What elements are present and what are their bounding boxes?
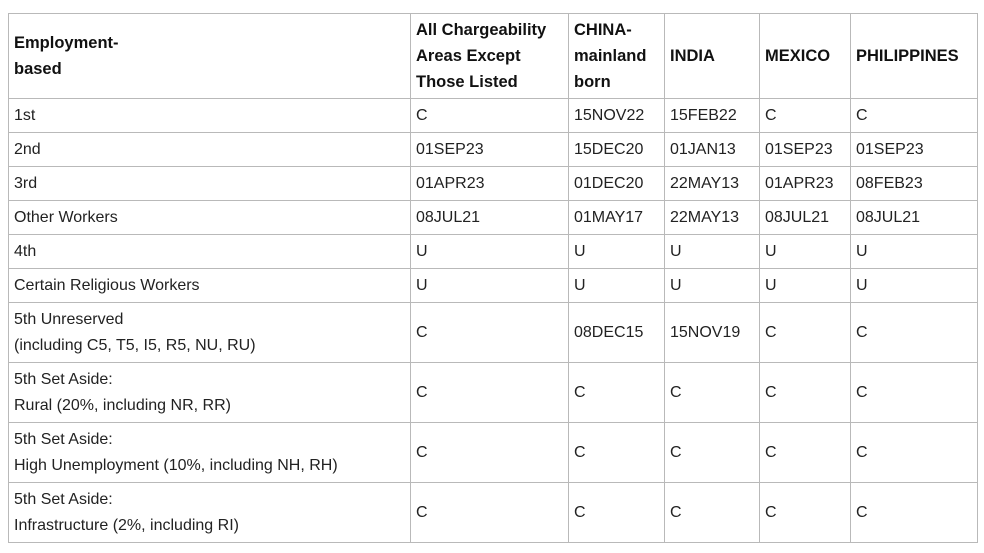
cell-china: C (569, 423, 665, 483)
table-row (9, 133, 978, 167)
cell-india: U (665, 269, 760, 303)
table-row (9, 483, 978, 543)
cell-philippines: C (851, 99, 978, 133)
table-row (9, 363, 978, 423)
cell-all-chargeability: C (411, 303, 569, 363)
table-row (9, 99, 978, 133)
cell-india: C (665, 423, 760, 483)
cell-mexico: C (760, 303, 851, 363)
header-china: CHINA- mainland born (569, 14, 665, 99)
cell-philippines: 01SEP23 (851, 133, 978, 167)
cell-china: U (569, 235, 665, 269)
row-label: 4th (9, 235, 411, 269)
cell-mexico: U (760, 235, 851, 269)
row-label: Certain Religious Workers (9, 269, 411, 303)
cell-philippines: C (851, 483, 978, 543)
row-label: 5th Set Aside: High Unemployment (10%, including NH, RH) (9, 423, 411, 483)
header-philippines: PHILIPPINES (851, 14, 978, 99)
cell-all-chargeability: 01SEP23 (411, 133, 569, 167)
row-label: 5th Set Aside: Rural (20%, including NR, RR) (9, 363, 411, 423)
cell-india: 15NOV19 (665, 303, 760, 363)
cell-philippines: 08FEB23 (851, 167, 978, 201)
cell-all-chargeability: 08JUL21 (411, 201, 569, 235)
cell-all-chargeability: C (411, 363, 569, 423)
cell-philippines: C (851, 303, 978, 363)
cell-mexico: C (760, 99, 851, 133)
cell-all-chargeability: C (411, 483, 569, 543)
cell-india: C (665, 363, 760, 423)
cell-philippines: C (851, 423, 978, 483)
cell-india: 15FEB22 (665, 99, 760, 133)
header-india: INDIA (665, 14, 760, 99)
header-all-chargeability: All Chargeability Areas Except Those Listed (411, 14, 569, 99)
cell-mexico: 08JUL21 (760, 201, 851, 235)
row-label: 3rd (9, 167, 411, 201)
table-row (9, 269, 978, 303)
visa-bulletin-table (8, 13, 978, 543)
cell-all-chargeability: C (411, 423, 569, 483)
table-row (9, 423, 978, 483)
cell-china: C (569, 363, 665, 423)
cell-all-chargeability: U (411, 269, 569, 303)
cell-mexico: 01SEP23 (760, 133, 851, 167)
cell-philippines: C (851, 363, 978, 423)
cell-mexico: C (760, 483, 851, 543)
cell-philippines: 08JUL21 (851, 201, 978, 235)
cell-china: 15NOV22 (569, 99, 665, 133)
row-label: Other Workers (9, 201, 411, 235)
cell-china: 01DEC20 (569, 167, 665, 201)
cell-china: C (569, 483, 665, 543)
cell-mexico: C (760, 423, 851, 483)
row-label: 1st (9, 99, 411, 133)
cell-all-chargeability: 01APR23 (411, 167, 569, 201)
table-row (9, 201, 978, 235)
cell-china: 15DEC20 (569, 133, 665, 167)
cell-india: 22MAY13 (665, 167, 760, 201)
table-row (9, 167, 978, 201)
header-mexico: MEXICO (760, 14, 851, 99)
cell-china: 01MAY17 (569, 201, 665, 235)
cell-mexico: C (760, 363, 851, 423)
table-header (9, 14, 978, 99)
cell-philippines: U (851, 269, 978, 303)
row-label: 5th Set Aside: Infrastructure (2%, including RI) (9, 483, 411, 543)
cell-mexico: 01APR23 (760, 167, 851, 201)
cell-india: 22MAY13 (665, 201, 760, 235)
row-label: 2nd (9, 133, 411, 167)
header-employment-based: Employment- based (9, 14, 411, 99)
table-row (9, 303, 978, 363)
cell-mexico: U (760, 269, 851, 303)
row-label: 5th Unreserved (including C5, T5, I5, R5, NU, RU) (9, 303, 411, 363)
cell-china: U (569, 269, 665, 303)
cell-india: 01JAN13 (665, 133, 760, 167)
cell-philippines: U (851, 235, 978, 269)
cell-india: U (665, 235, 760, 269)
cell-all-chargeability: C (411, 99, 569, 133)
cell-all-chargeability: U (411, 235, 569, 269)
header-row (9, 14, 978, 99)
cell-india: C (665, 483, 760, 543)
cell-china: 08DEC15 (569, 303, 665, 363)
table-body (9, 99, 978, 543)
table-row (9, 235, 978, 269)
